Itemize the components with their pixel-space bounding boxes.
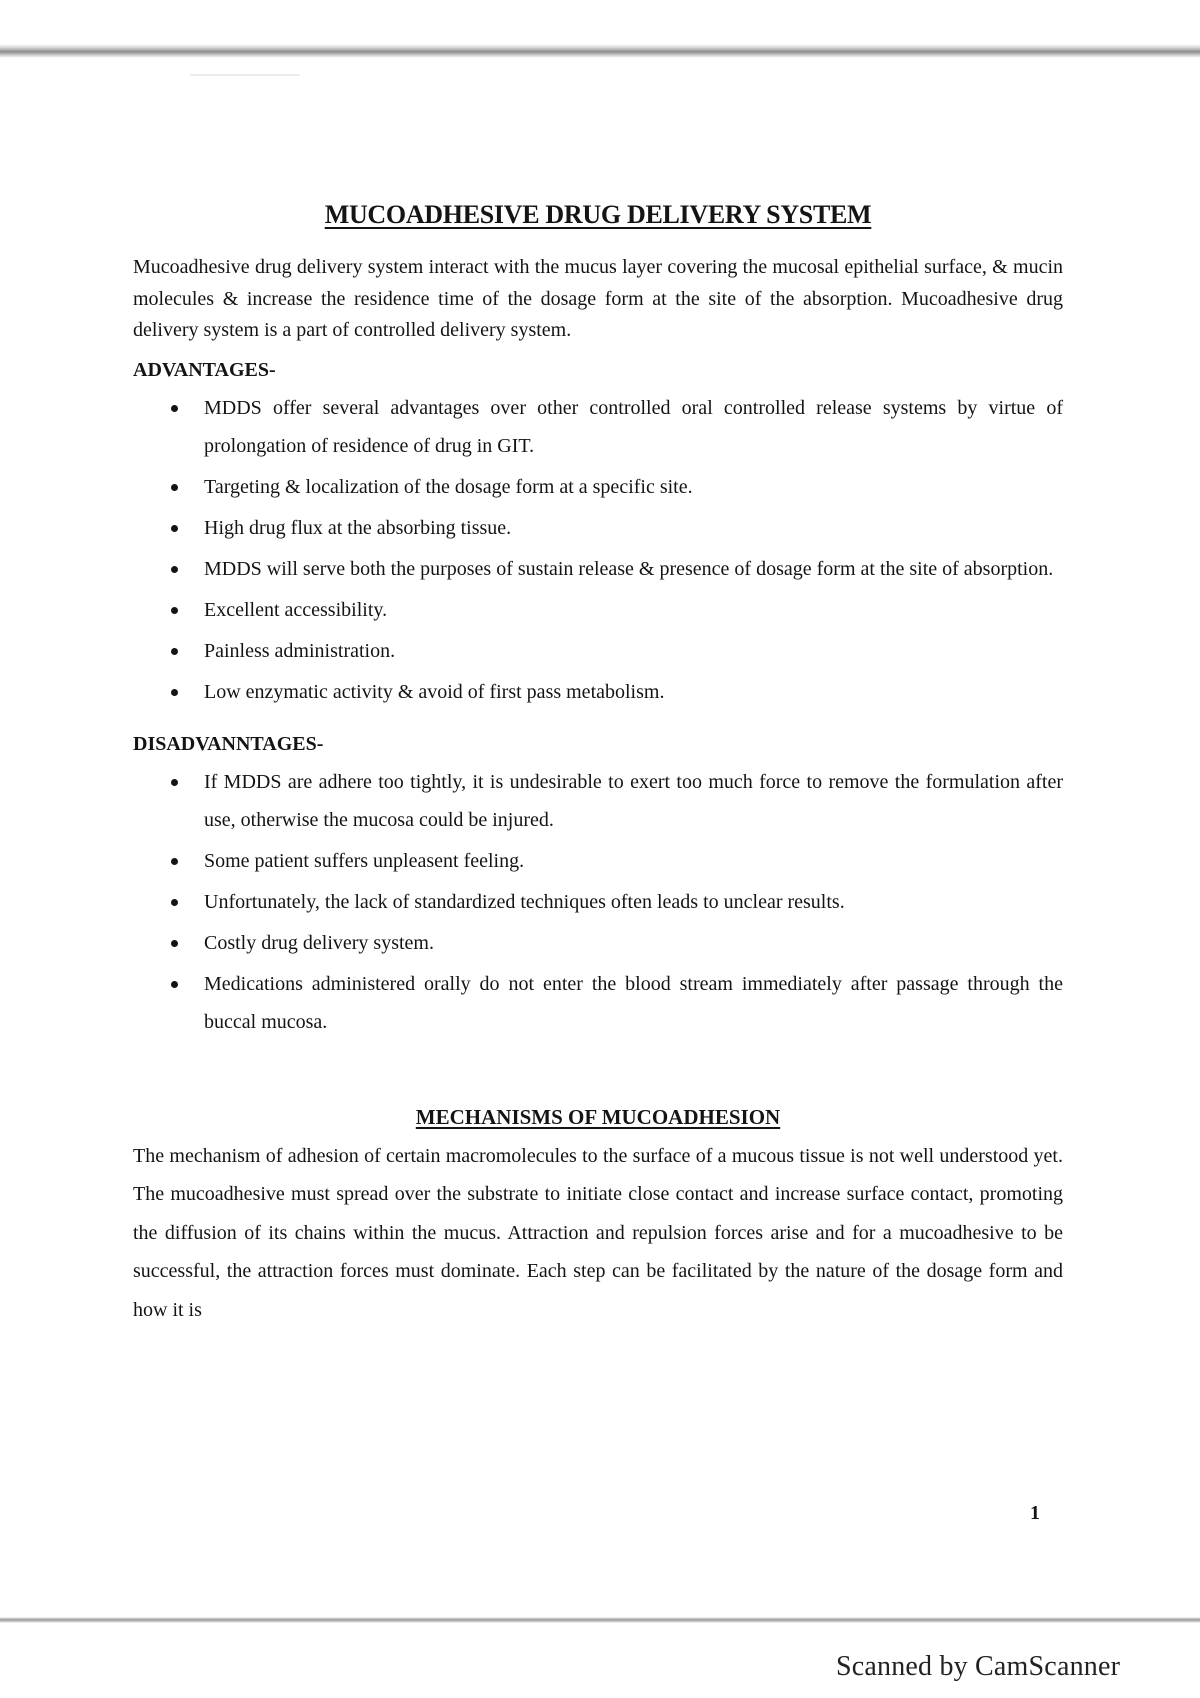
bullet-icon bbox=[171, 858, 178, 865]
bullet-icon bbox=[171, 566, 178, 573]
advantages-heading: ADVANTAGES- bbox=[133, 358, 276, 381]
list-item-text: Low enzymatic activity & avoid of first pass metabolism. bbox=[204, 680, 665, 703]
list-item bbox=[171, 842, 1063, 880]
list-item bbox=[171, 965, 1063, 1041]
list-item-text: MDDS offer several advantages over other controlled oral controlled release systems by virtue of prolongation of residence of drug in GIT. bbox=[204, 396, 1063, 457]
list-item-text: Painless administration. bbox=[204, 639, 396, 662]
bullet-icon bbox=[171, 607, 178, 614]
bullet-icon bbox=[171, 899, 178, 906]
list-item bbox=[171, 763, 1063, 839]
bullet-icon bbox=[171, 648, 178, 655]
list-item bbox=[171, 509, 1063, 547]
list-item-text: Excellent accessibility. bbox=[204, 598, 388, 621]
list-item-text: Costly drug delivery system. bbox=[204, 931, 434, 954]
list-item-text: MDDS will serve both the purposes of sustain release & presence of dosage form at the site of absorption. bbox=[204, 557, 1054, 580]
scan-bottom-edge-rule bbox=[0, 1617, 1200, 1623]
list-item-text: If MDDS are adhere too tightly, it is undesirable to exert too much force to remove the formulation after use, otherwise the mucosa could be injured. bbox=[204, 770, 1063, 831]
disadvantages-heading: DISADVANNTAGES- bbox=[133, 732, 324, 755]
mechanisms-heading: MECHANISMS OF MUCOADHESION bbox=[415, 1104, 781, 1129]
list-item bbox=[171, 632, 1063, 670]
scanner-watermark: Scanned by CamScanner bbox=[836, 1651, 1121, 1682]
bullet-icon bbox=[171, 405, 178, 412]
mechanisms-paragraph: The mechanism of adhesion of certain macromolecules to the surface of a mucous tissue is not well understood yet. The mucoadhesive must spread over the substrate to initiate close contact and increase surface contact, promoting the diffusion of its chains within the mucus. Attraction and repulsion forces arise and for a mucoadhesive to be successful, the attraction forces must dominate. Each step can be facilitated by the nature of the dosage form and how it is bbox=[133, 1144, 1063, 1321]
bullet-icon bbox=[171, 484, 178, 491]
disadvantages-list bbox=[133, 763, 1063, 1041]
list-item-text: Unfortunately, the lack of standardized techniques often leads to unclear results. bbox=[204, 890, 845, 913]
advantages-list bbox=[133, 389, 1063, 711]
list-item bbox=[171, 550, 1063, 588]
list-item-text: High drug flux at the absorbing tissue. bbox=[204, 516, 512, 539]
scan-top-edge-rule bbox=[0, 44, 1200, 58]
bullet-icon bbox=[171, 940, 178, 947]
list-item-text: Some patient suffers unpleasent feeling. bbox=[204, 849, 525, 872]
list-item bbox=[171, 673, 1063, 711]
list-item bbox=[171, 389, 1063, 465]
bullet-icon bbox=[171, 689, 178, 696]
intro-paragraph: Mucoadhesive drug delivery system interact with the mucus layer covering the mucosal epithelial surface, & mucin molecules & increase the residence time of the dosage form at the site of the absorption. Mucoadhesive drug delivery system is a part of controlled delivery system. bbox=[133, 256, 1063, 341]
document-title: MUCOADHESIVE DRUG DELIVERY SYSTEM bbox=[324, 200, 872, 229]
list-item-text: Targeting & localization of the dosage form at a specific site. bbox=[204, 475, 693, 498]
bullet-icon bbox=[171, 779, 178, 786]
list-item bbox=[171, 883, 1063, 921]
page-number: 1 bbox=[1030, 1502, 1040, 1524]
bullet-icon bbox=[171, 981, 178, 988]
list-item-text: Medications administered orally do not enter the blood stream immediately after passage through the buccal mucosa. bbox=[204, 972, 1063, 1033]
list-item bbox=[171, 591, 1063, 629]
scan-faint-mark bbox=[190, 74, 300, 76]
bullet-icon bbox=[171, 525, 178, 532]
list-item bbox=[171, 468, 1063, 506]
document-page bbox=[133, 196, 1063, 1329]
list-item bbox=[171, 924, 1063, 962]
